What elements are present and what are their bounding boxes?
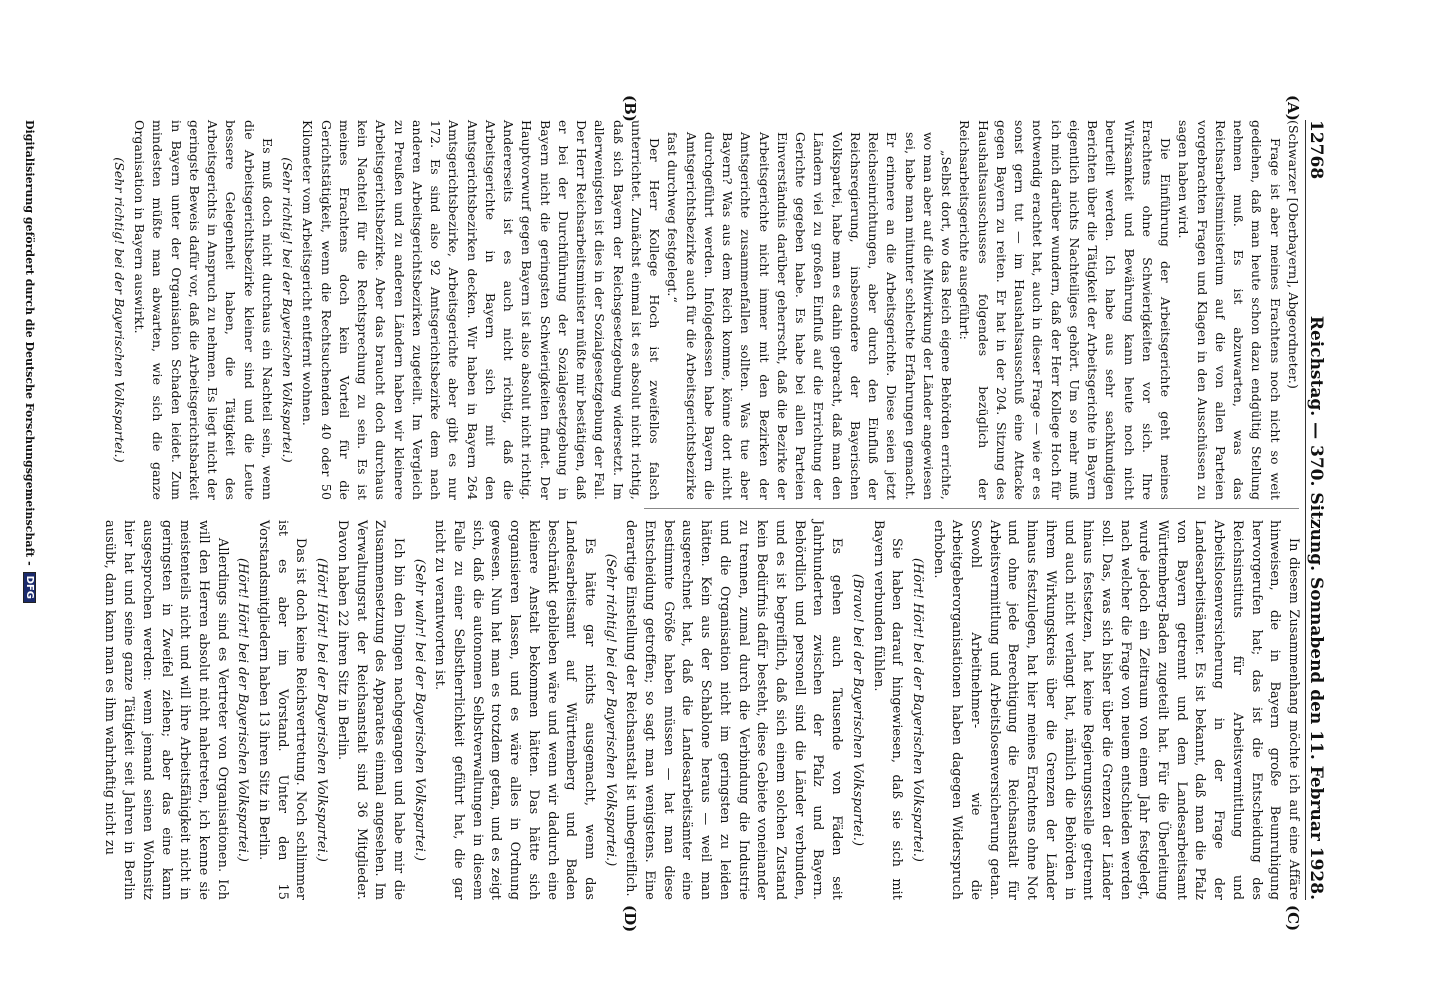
paragraph: Es hätte gar nichts ausgemacht, wenn das Landesarbeitsamt auf Württemberg und Baden beschränkt geblieben wäre und wenn wir dadurch eine kleinere Anstalt bekommen hätten. Das hätte sich organisieren lassen, und es wäre alles in Ordnung gewesen. Nun hat man es trotzdem getan, und es zeigt sich, daß die autonomen Selbstverwaltungen in diesem Falle zu einer Selbstherrlichkeit geführt hat, die gar nicht zu verantworten ist. (432, 520, 597, 900)
margin-marker-b: (B) (621, 95, 639, 122)
paragraph: Ich bin den Dingen nachgegangen und habe mir die Zusammensetzung des Apparates einmal angesehen. Im Verwaltungsrat der Reichsanstalt sind 36 Mitglieder. Davon haben 22 ihren Sitz in Berlin. (334, 520, 406, 900)
digitization-credit (23, 120, 36, 900)
paragraph: Das ist doch keine Reichsvertretung. Noch schlimmer ist es aber im Vorstand. Unter den 15 Vorstandsmitgliedern haben 13 ihren Sitz in Berlin. (256, 520, 309, 900)
interjection: (Sehr richtig! bei der Bayerischen Volkspartei.) (280, 157, 296, 463)
paragraph: Allerdings sind es Vertreter von Organisationen. Ich will den Herren absolut nicht nahetreten, ich kenne sie meistenteils nicht und will ihre Arbeitsfähigkeit nicht in geringsten in Zweifel ziehen; aber das eine kann ausgesprochen werden: wenn jemand seinen Wohnsitz hier hat und seine ganze Tätigkeit seit Jahren in Berlin ausübt, dann kann man es ihm wahrhaftig nicht zu (102, 520, 230, 900)
margin-marker-a: (A) (1284, 95, 1302, 121)
paragraph: Die Einführung der Arbeitsgerichte geht meines Erachtens ohne Schwierigkeiten vor sich. Ihre Wirksamkeit und Bewährung kann heute noch nicht beurteilt werden. Ich habe aus sehr sachkundigen Berichten über die Tätigkeit der Arbeitsgerichte in Bayern eigentlich nichts Nachteiliges gehört. Um so mehr muß ich mich darüber wundern, daß der Herr Kollege Hoch für notwendig erachtet hat, auch in dieser Frage — wie er es sonst gern tut — im Haushaltsausschuß eine Attacke gegen Bayern zu reiten. Er hat in der 204. Sitzung des Haushaltsausschusses folgendes bezüglich der Reichsarbeitsgerichte ausgeführt: (957, 120, 1174, 500)
paragraph: In diesem Zusammenhang möchte ich auf eine Affäre hinweisen, die in Bayern große Beunruhigung hervorgerufen hat; das ist die Entscheidung des Reichsinstituts für Arbeitsvermittlung und Arbeitslosenversicherung in der Frage der Landesarbeitsämter. Es ist bekannt, daß man die Pfalz von Bayern getrennt und dem Landesarbeitsamt Württemberg-Baden zugeteilt hat. Für die Überleitung wurde jedoch ein Zeitraum von einem Jahr festgelegt, nach welcher die Frage von neuem entschieden werden soll. Das, was sich bisher über die Grenzen der Länder hinaus festsetzen, hat keine Regierungsstelle getrennt und auch nicht verlangt hat, nämlich die Behörden in ihrem Wirkungskreis über die Grenzen der Länder hinaus festzulegen, hat hier meines Erachtens ohne Not und ohne jede Berechtigung die Reichsanstalt für Arbeitsvermittlung und Arbeitslosenversicherung getan. Sowohl Arbeitnehmer- wie die Arbeitgeberorganisationen haben dagegen Widerspruch erhoben. (930, 520, 1301, 900)
interjection: (Hört! Hört! bei der Bayerischen Volkspartei.) (314, 557, 330, 863)
margin-marker-c: (C) (1284, 905, 1302, 932)
paragraph: Es gehen auch Tausende von Fäden seit Jahrhunderten zwischen der Pfalz und Bayern. Behördlich und personell sind die Länder verbunden, und es ist begreiflich, daß sich einem solchen Zustand kein Bedürfnis dafür besteht, diese Gebiete voneinander zu trennen, zumal durch die Verbindung die Industrie und die Organisation nicht im geringsten zu leiden hätten. Kein aus der Schablone heraus — weil man ausgerechnet hat, daß die Landesarbeitsämter eine bestimmte Größe haben müssen — hat man diese Entscheidung getroffen; so sagt man wenigstens. Eine derartige Einstellung der Reichsanstalt ist unbegreiflich. (623, 520, 845, 900)
page-title: Reichstag. — 370. Sitzung. Sonnabend den 11. Februar 1928. (1306, 315, 1326, 900)
paragraph: Es muß doch nicht durchaus ein Nachteil sein, wenn die Arbeitsgerichtsbezirke kleiner sind und die Leute bessere Gelegenheit haben, die Tätigkeit des Arbeitsgerichts in Anspruch zu nehmen. Es liegt nicht der geringste Beweis dafür vor, daß die Arbeitsgerichtsbarkeit in Bayern unter der Organisation Schaden leidet. Zum mindesten müßte man abwarten, wie sich die ganze Organisation in Bayern auswirkt. (132, 120, 275, 500)
paragraph: Frage ist aber meines Erachtens noch nicht so weit gediehen, daß man heute schon dazu endgültig Stellung nehmen muß. Es ist abzuwarten, was das Reichsarbeitsministerium auf die von allen Parteien vorgebrachten Fragen und Klagen in den Ausschüssen zu sagen haben wird. (1176, 120, 1283, 500)
interjection: (Hört! Hört! bei der Bayerischen Volkspartei.) (909, 557, 925, 863)
paragraph: Sie haben darauf hingewiesen, daß sie sich mit Bayern verbunden fühlen. (870, 520, 905, 900)
page-header (1306, 120, 1346, 900)
paragraph: Der Herr Kollege Hoch ist zweifellos falsch unterrichtet. Zunächst einmal ist es absolut nicht richtig, daß sich Bayern der Reichsgesetzgebung widersetzt. Im allerwenigsten ist dies in der Sozialgesetzgebung der Fall. Der Herr Reichsarbeitsminister müßte mir bestätigen, daß er bei der Durchführung der Sozialgesetzgebung in Bayern nicht die geringsten Schwierigkeiten findet. Der Hauptvorwurf gegen Bayern ist also absolut nicht richtig. Andererseits ist es auch nicht richtig, daß die Arbeitsgerichte in Bayern sich mit den Amtsgerichtsbezirken decken. Wir haben in Bayern 264 Amtsgerichtsbezirke, Arbeitsgerichte aber gibt es nur 172. Es sind also 92 Amtsgerichtsbezirke dem nach anderen Arbeitsgerichtsbezirken zugeteilt. Im Vergleich zu Preußen und zu anderen Ländern haben wir kleinere Arbeitsgerichtsbezirke. Aber das braucht doch durchaus kein Nachteil für die Rechtsprechung zu sein. Es ist meines Erachtens doch kein Vorteil für die Gerichtstätigkeit, wenn die Rechtsuchenden 40 oder 50 Kilometer vom Arbeitsgericht entfernt wohnen. (300, 120, 663, 500)
interjection: (Sehr wahr! bei der Bayerischen Volkspartei.) (411, 558, 427, 862)
right-text-column (100, 520, 1302, 900)
paragraph: „Selbst dort, wo das Reich eigene Behörden errichte, wo man aber auf die Mitwirkung der Länder angewiesen sei, habe man mitunter schlechte Erfahrungen gemacht. Er erinnere an die Arbeitsgerichte. Diese seien jetzt Reichseinrichtungen, aber durch den Einfluß der Reichsregierung, insbesondere der Bayerischen Volkspartei, habe man es dahin gebracht, daß man den Ländern viel zu großen Einfluß auf die Errichtung der Gerichte gegeben habe. Es habe bei allen Parteien Einverständnis darüber geherrscht, daß die Bezirke der Arbeitsgerichte nicht immer mit den Bezirken der Amtsgerichte zusammenfallen sollten. Was tue aber Bayern? Was aus dem Reich komme, könne dort nicht durchgeführt werden. Infolgedessen habe Bayern die Amtsgerichtsbezirke auch für die Arbeitsgerichtsbezirke fast durchweg festgelegt.“ (665, 132, 955, 500)
margin-marker-d: (D) (621, 905, 639, 933)
credit-text: Digitalisierung gefördert durch die Deutsche Forschungsgemeinschaft - (23, 120, 36, 566)
left-text-column (108, 120, 1302, 500)
header-rule (1305, 120, 1306, 900)
dfg-logo: DFG (23, 572, 36, 603)
interjection: (Bravo! bei der Bayerischen Volkspartei.) (849, 573, 865, 847)
page-number: 12768 (1306, 120, 1326, 180)
paragraph: (Schwarzer [Oberbayern], Abgeordneter.) (1286, 120, 1301, 389)
column-divider (644, 508, 1299, 509)
interjection: (Sehr richtig! bei der Bayerischen Volkspartei.) (112, 157, 127, 463)
interjection: (Sehr richtig! bei der Bayerischen Volkspartei.) (602, 553, 618, 867)
interjection: (Hört! Hört! bei der Bayerischen Volkspartei.) (235, 557, 251, 863)
